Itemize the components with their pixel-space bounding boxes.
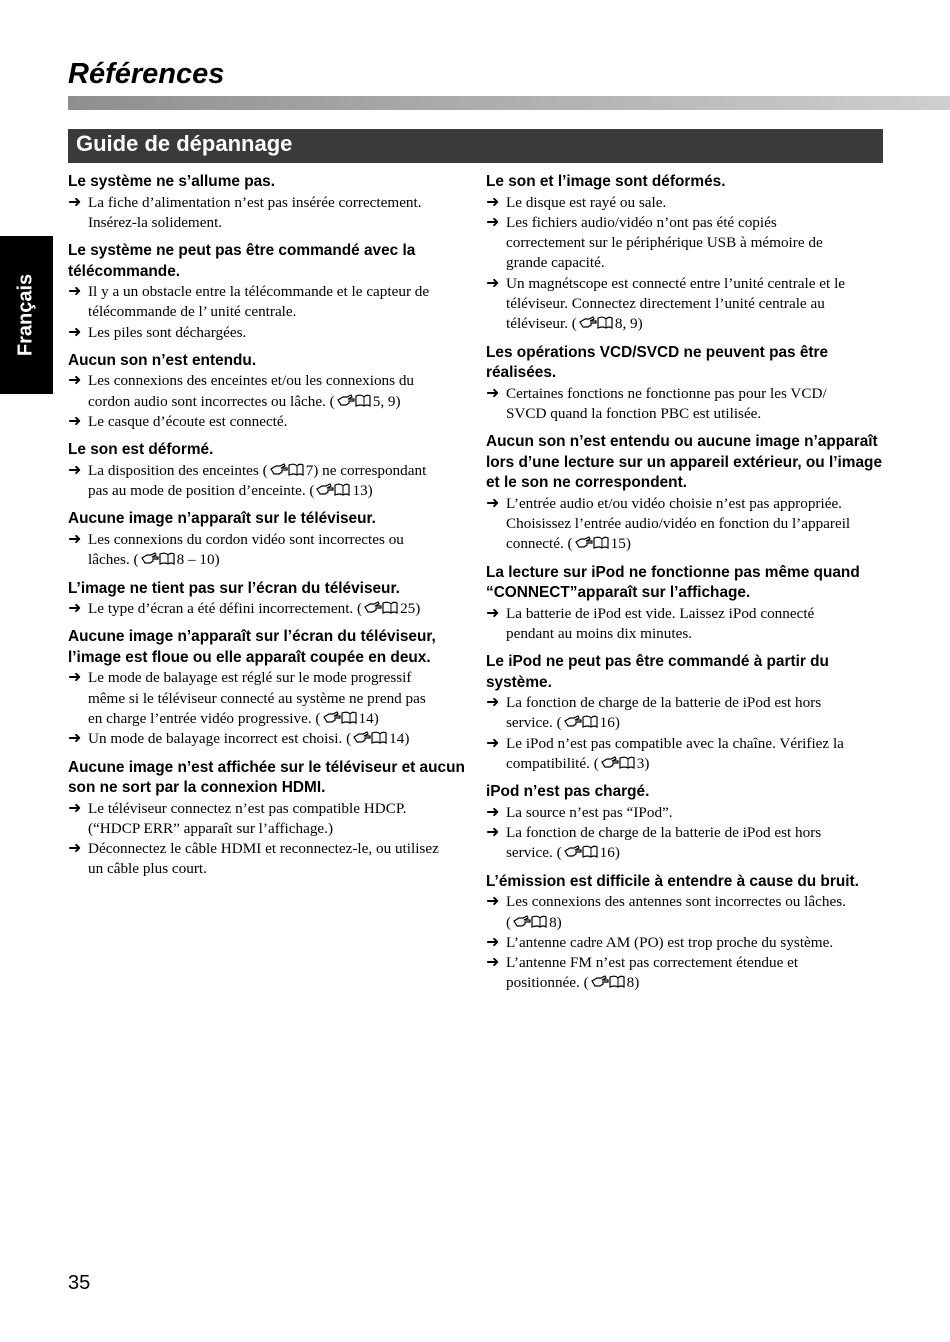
arrow-right-icon: ➜ xyxy=(486,213,500,231)
solution-line xyxy=(68,530,466,550)
arrow-right-icon: ➜ xyxy=(486,274,500,292)
book-reference-icon xyxy=(564,715,598,728)
solution-line xyxy=(68,839,466,859)
solution-line xyxy=(486,604,884,624)
solution-line xyxy=(68,302,466,322)
solution-line xyxy=(486,233,884,253)
book-reference-icon xyxy=(364,601,398,614)
solution-text: La batterie de iPod est vide. Laissez iPod connecté xyxy=(506,604,815,622)
solution-line xyxy=(68,668,466,688)
solution-text: grande capacité. xyxy=(506,254,605,272)
arrow-right-icon: ➜ xyxy=(486,954,500,972)
solution-line xyxy=(486,892,884,912)
solution-line xyxy=(486,274,884,294)
troubleshoot-item xyxy=(486,872,884,994)
arrow-right-icon: ➜ xyxy=(68,193,82,211)
page-reference: 16) xyxy=(599,844,620,862)
solution-line xyxy=(486,314,884,334)
problem-heading: Le système ne s’allume pas. xyxy=(68,173,276,190)
solution-text: Les connexions des antennes sont incorrectes ou lâches. xyxy=(506,893,846,911)
arrow-right-icon: ➜ xyxy=(486,933,500,951)
arrow-right-icon: ➜ xyxy=(68,730,82,748)
solution-text: La fiche d’alimentation n’est pas insérée correctement. xyxy=(88,193,422,211)
arrow-right-icon: ➜ xyxy=(486,824,500,842)
solution-text: La disposition des enceintes ( xyxy=(88,461,268,479)
solution-line xyxy=(68,709,466,729)
solution-text: Il y a un obstacle entre la télécommande et le capteur de xyxy=(88,283,430,301)
troubleshoot-item xyxy=(68,758,466,880)
solution-text: La fonction de charge de la batterie de iPod est hors xyxy=(506,694,822,712)
solution-text: pas au mode de position d’enceinte. ( xyxy=(88,482,315,500)
section-title: Guide de dépannage xyxy=(76,131,293,156)
book-reference-icon xyxy=(591,975,625,988)
right-column xyxy=(486,172,884,1002)
page-reference: 7) ne correspondant xyxy=(305,461,427,479)
arrow-right-icon: ➜ xyxy=(486,803,500,821)
solution-line xyxy=(486,693,884,713)
solution-text: La source n’est pas “IPod”. xyxy=(506,803,673,821)
solution-line xyxy=(68,213,466,233)
solution-line xyxy=(486,193,884,213)
troubleshoot-item xyxy=(486,652,884,774)
troubleshoot-item xyxy=(486,172,884,335)
solution-text: pendant au moins dix minutes. xyxy=(506,624,693,642)
book-reference-icon xyxy=(579,316,613,329)
page-reference: 8 – 10) xyxy=(176,551,220,569)
page-reference: 3) xyxy=(636,755,650,773)
solution-text: même si le téléviseur connecté au système ne prend pas xyxy=(88,689,426,707)
solution-line xyxy=(68,689,466,709)
solution-text: en charge l’entrée vidéo progressive. ( xyxy=(88,709,321,727)
solution-line xyxy=(486,494,884,514)
solution-line xyxy=(486,933,884,953)
arrow-right-icon: ➜ xyxy=(68,669,82,687)
troubleshoot-item xyxy=(486,343,884,425)
solution-line xyxy=(68,371,466,391)
solution-line xyxy=(486,713,884,733)
section-header xyxy=(68,129,883,163)
solution-text: L’antenne FM n’est pas correctement étendue et xyxy=(506,954,799,972)
arrow-right-icon: ➜ xyxy=(68,461,82,479)
arrow-right-icon: ➜ xyxy=(68,840,82,858)
language-label: Français xyxy=(14,273,37,357)
arrow-right-icon: ➜ xyxy=(486,734,500,752)
solution-line xyxy=(486,514,884,534)
solution-text: L’entrée audio et/ou vidéo choisie n’est pas appropriée. xyxy=(506,494,842,512)
solution-line xyxy=(486,823,884,843)
solution-text: Les connexions du cordon vidéo sont incorrectes ou xyxy=(88,530,404,548)
problem-heading: Aucun son n’est entendu. xyxy=(68,351,257,369)
troubleshoot-item xyxy=(68,351,466,432)
arrow-right-icon: ➜ xyxy=(68,283,82,301)
solution-line xyxy=(68,282,466,302)
book-reference-icon xyxy=(564,845,598,858)
page-reference: 14) xyxy=(389,730,410,748)
page-reference: 8) xyxy=(626,974,640,992)
problem-heading: Le système ne peut pas être commandé avec la télécommande. xyxy=(68,242,416,280)
solution-text: ( xyxy=(506,913,512,931)
book-reference-icon xyxy=(270,463,304,476)
page-reference: 13) xyxy=(352,482,373,500)
solution-line xyxy=(486,843,884,863)
solution-line xyxy=(486,624,884,644)
problem-heading: Le son est déformé. xyxy=(68,441,214,459)
arrow-right-icon: ➜ xyxy=(486,604,500,622)
problem-heading: Le son et l’image sont déformés. xyxy=(486,173,726,190)
solution-text: Le mode de balayage est réglé sur le mode progressif xyxy=(88,669,412,687)
solution-text: Déconnectez le câble HDMI et reconnectez-le, ou utilisez xyxy=(88,840,439,858)
troubleshoot-item xyxy=(68,579,466,620)
page-title: Références xyxy=(68,58,225,90)
troubleshoot-item xyxy=(68,627,466,749)
language-tab xyxy=(0,236,53,394)
problem-heading: L’image ne tient pas sur l’écran du téléviseur. xyxy=(68,579,400,597)
arrow-right-icon: ➜ xyxy=(68,799,82,817)
solution-line xyxy=(68,193,466,213)
solution-text: Un mode de balayage incorrect est choisi. ( xyxy=(88,730,352,748)
solution-text: télécommande de l’ unité centrale. xyxy=(88,303,297,321)
solution-text: service. ( xyxy=(506,844,562,862)
troubleshoot-item xyxy=(68,509,466,570)
solution-text: Insérez-la solidement. xyxy=(88,213,223,231)
solution-line xyxy=(486,803,884,823)
solution-text: La fonction de charge de la batterie de iPod est hors xyxy=(506,824,822,842)
book-reference-icon xyxy=(575,536,609,549)
solution-line xyxy=(486,384,884,404)
problem-heading: Aucune image n’apparaît sur le téléviseur. xyxy=(68,510,376,528)
problem-heading: Les opérations VCD/SVCD ne peuvent pas être réalisées. xyxy=(486,343,829,382)
solution-line xyxy=(486,213,884,233)
solution-line xyxy=(486,734,884,754)
solution-line xyxy=(68,392,466,412)
arrow-right-icon: ➜ xyxy=(486,494,500,512)
arrow-right-icon: ➜ xyxy=(68,413,82,431)
book-reference-icon xyxy=(323,711,357,724)
page-reference: 15) xyxy=(610,535,631,553)
page-reference: 14) xyxy=(358,709,379,727)
arrow-right-icon: ➜ xyxy=(486,384,500,402)
troubleshoot-item xyxy=(486,782,884,863)
arrow-right-icon: ➜ xyxy=(68,530,82,548)
arrow-right-icon: ➜ xyxy=(68,600,82,618)
solution-text: Le disque est rayé ou sale. xyxy=(506,193,667,211)
solution-text: service. ( xyxy=(506,714,562,732)
solution-text: correctement sur le périphérique USB à mémoire de xyxy=(506,234,823,252)
left-column xyxy=(68,172,466,888)
troubleshoot-item xyxy=(68,241,466,343)
solution-text: Les connexions des enceintes et/ou les connexions du xyxy=(88,372,415,390)
solution-line xyxy=(486,404,884,424)
solution-text: connecté. ( xyxy=(506,535,573,553)
solution-line xyxy=(68,481,466,501)
book-reference-icon xyxy=(141,552,175,565)
troubleshoot-item xyxy=(486,432,884,554)
solution-text: (“HDCP ERR” apparaît sur l’affichage.) xyxy=(88,819,334,837)
solution-text: lâches. ( xyxy=(88,551,139,569)
solution-line xyxy=(68,323,466,343)
solution-text: Le iPod n’est pas compatible avec la chaîne. Vérifiez la xyxy=(506,734,844,752)
solution-line xyxy=(68,550,466,570)
problem-heading: Aucune image n’apparaît sur l’écran du téléviseur, l’image est floue ou elle apparaît coupée en deux. xyxy=(68,628,436,666)
arrow-right-icon: ➜ xyxy=(68,372,82,390)
book-reference-icon xyxy=(316,483,350,496)
solution-text: Les piles sont déchargées. xyxy=(88,323,247,341)
troubleshoot-item xyxy=(486,563,884,645)
solution-line xyxy=(68,859,466,879)
solution-text: Les fichiers audio/vidéo n’ont pas été copiés xyxy=(506,213,777,231)
troubleshoot-item xyxy=(68,172,466,233)
solution-line xyxy=(486,973,884,993)
solution-line xyxy=(68,412,466,432)
page-reference: 25) xyxy=(400,600,421,618)
solution-text: un câble plus court. xyxy=(88,860,207,878)
page-reference: 8) xyxy=(549,913,562,931)
book-reference-icon xyxy=(337,394,371,407)
problem-heading: Le iPod ne peut pas être commandé à partir du système. xyxy=(486,653,829,691)
solution-line xyxy=(68,799,466,819)
solution-text: téléviseur. Connectez directement l’unité centrale au xyxy=(506,294,825,312)
problem-heading: L’émission est difficile à entendre à cause du bruit. xyxy=(486,872,859,890)
solution-line xyxy=(486,534,884,554)
page-reference: 5, 9) xyxy=(372,392,401,410)
solution-text: Choisissez l’entrée audio/vidéo en fonction du l’appareil xyxy=(506,514,851,532)
solution-text: Certaines fonctions ne fonctionne pas pour les VCD/ xyxy=(506,384,827,402)
solution-text: L’antenne cadre AM (PO) est trop proche du système. xyxy=(506,933,834,951)
problem-heading: iPod n’est pas chargé. xyxy=(486,783,650,801)
solution-text: Le type d’écran a été défini incorrectement. ( xyxy=(88,600,363,618)
solution-text: compatibilité. ( xyxy=(506,755,599,773)
solution-text: SVCD quand la fonction PBC est utilisée. xyxy=(506,404,762,422)
solution-text: positionnée. ( xyxy=(506,974,589,992)
page-number: 35 xyxy=(68,1272,91,1294)
solution-line xyxy=(486,253,884,273)
solution-line xyxy=(68,819,466,839)
solution-line xyxy=(486,294,884,314)
solution-line xyxy=(68,599,466,619)
solution-line xyxy=(486,754,884,774)
troubleshoot-item xyxy=(68,440,466,501)
problem-heading: Aucune image n’est affichée sur le téléviseur et aucun son ne sort par la connexion HDMI. xyxy=(68,758,465,797)
page-reference: 16) xyxy=(599,714,620,732)
solution-line xyxy=(486,953,884,973)
book-reference-icon xyxy=(601,756,635,769)
book-reference-icon xyxy=(513,915,547,928)
arrow-right-icon: ➜ xyxy=(68,323,82,341)
arrow-right-icon: ➜ xyxy=(486,893,500,911)
page-reference: 8, 9) xyxy=(614,315,643,333)
arrow-right-icon: ➜ xyxy=(486,193,500,211)
solution-text: cordon audio sont incorrectes ou lâche. ( xyxy=(88,392,335,410)
solution-text: téléviseur. ( xyxy=(506,315,577,333)
title-rule xyxy=(68,96,950,110)
solution-line xyxy=(486,913,884,933)
solution-text: Un magnétscope est connecté entre l’unité centrale et le xyxy=(506,274,846,292)
problem-heading: Aucun son n’est entendu ou aucune image n’apparaît lors d’une lecture sur un appareil extérieur, ou l’image et le son ne correspondent. xyxy=(486,433,883,492)
solution-text: Le casque d’écoute est connecté. xyxy=(88,413,288,431)
problem-heading: La lecture sur iPod ne fonctionne pas même quand “CONNECT”apparaît sur l’affichage. xyxy=(486,563,860,602)
arrow-right-icon: ➜ xyxy=(486,694,500,712)
solution-line xyxy=(68,461,466,481)
solution-text: Le téléviseur connectez n’est pas compatible HDCP. xyxy=(88,799,407,817)
book-reference-icon xyxy=(353,731,387,744)
solution-line xyxy=(68,729,466,749)
